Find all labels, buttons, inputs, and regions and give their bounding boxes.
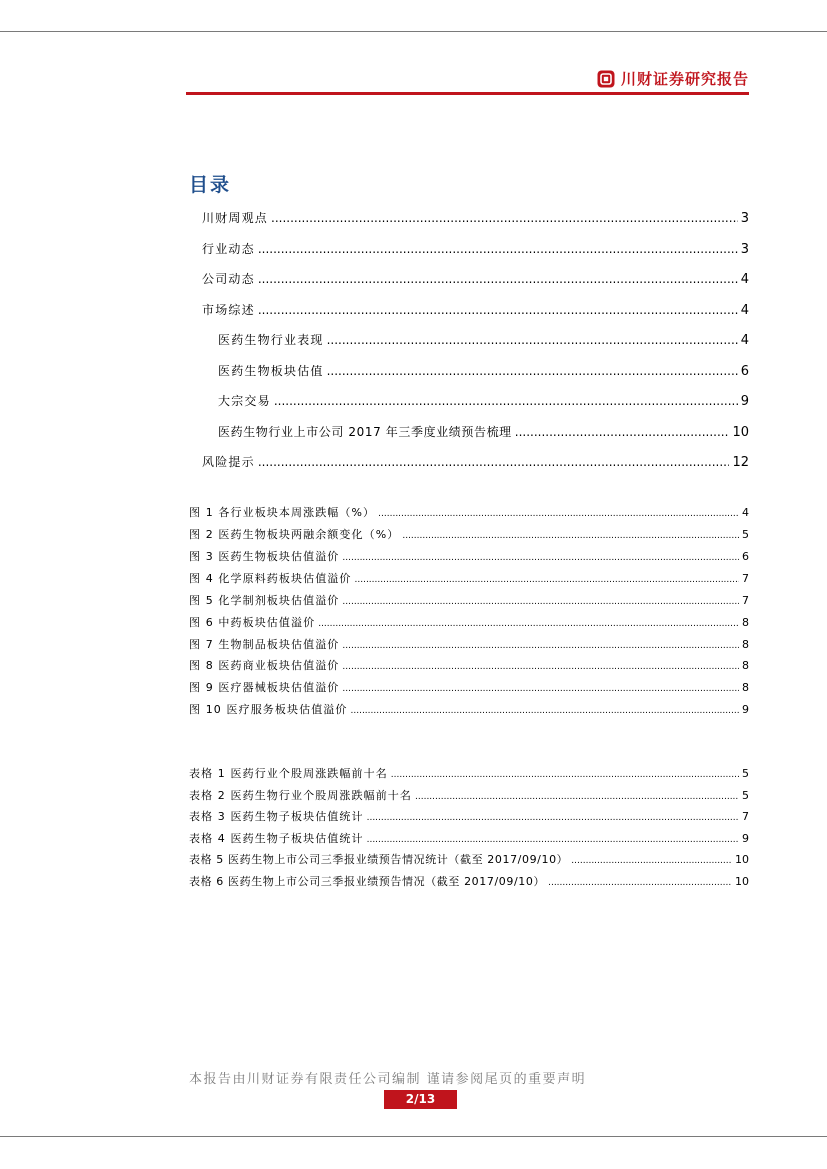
figure-entry-text: 图 8 医药商业板块估值溢价	[189, 659, 340, 672]
toc-entry-text: 川财周观点	[202, 211, 269, 225]
table-entry-text: 表格 4 医药生物子板块估值统计	[189, 832, 364, 845]
figure-entry-page: 6	[742, 550, 749, 563]
table-leader-dots	[548, 875, 732, 888]
figure-entry-text: 图 4 化学原料药板块估值溢价	[189, 572, 352, 585]
figure-entry-text: 图 1 各行业板块本周涨跌幅（%）	[189, 506, 376, 519]
figure-entry-text: 图 6 中药板块估值溢价	[189, 616, 316, 629]
figure-entry-page: 5	[742, 528, 749, 541]
toc-entry-page: 4	[740, 272, 749, 287]
toc-entry[interactable]	[202, 240, 749, 257]
figure-entry[interactable]	[189, 592, 749, 608]
figure-leader-dots	[318, 616, 739, 629]
toc-entry-text: 市场综述	[202, 303, 255, 317]
figure-entry-page: 9	[742, 703, 749, 716]
figure-entry-text: 图 3 医药生物板块估值溢价	[189, 550, 340, 563]
toc-entry-text: 医药生物板块估值	[218, 364, 324, 378]
footer-disclaimer: 本报告由川财证券有限责任公司编制 谨请参阅尾页的重要声明	[189, 1072, 587, 1087]
brand-name: 川财证券研究报告	[620, 70, 749, 88]
toc-entry-page: 3	[740, 211, 749, 226]
figure-leader-dots	[342, 681, 739, 694]
toc-leader-dots	[327, 333, 738, 347]
toc-entry-page: 10	[732, 425, 749, 440]
toc-entry-text: 风险提示	[202, 455, 255, 469]
table-entry[interactable]	[189, 787, 749, 803]
brand	[597, 68, 749, 89]
figure-leader-dots	[402, 528, 739, 541]
figure-entry-text: 图 2 医药生物板块两融余额变化（%）	[189, 528, 400, 541]
toc-leader-dots	[515, 425, 730, 439]
figure-entry-text: 图 9 医疗器械板块估值溢价	[189, 681, 340, 694]
bottom-edge-line	[0, 1136, 827, 1137]
toc-leader-dots	[258, 272, 738, 286]
table-entry[interactable]	[189, 765, 749, 781]
figure-leader-dots	[342, 638, 739, 651]
figure-entry[interactable]	[189, 636, 749, 652]
table-leader-dots	[571, 853, 732, 866]
figure-entry-page: 7	[742, 572, 749, 585]
toc-entry[interactable]	[218, 331, 749, 348]
toc-leader-dots	[271, 211, 738, 225]
figure-entry[interactable]	[189, 526, 749, 542]
toc-entry-page: 9	[740, 394, 749, 409]
toc-leader-dots	[274, 394, 738, 408]
table-entry-page: 5	[742, 789, 749, 802]
toc-entry[interactable]	[218, 392, 749, 409]
figure-entry[interactable]	[189, 570, 749, 586]
table-entry-text: 表格 1 医药行业个股周涨跌幅前十名	[189, 767, 388, 780]
top-edge-line	[0, 31, 827, 32]
figure-entry[interactable]	[189, 504, 749, 520]
figure-entry[interactable]	[189, 614, 749, 630]
figure-leader-dots	[355, 572, 740, 585]
figure-leader-dots	[342, 550, 739, 563]
table-entry-page: 10	[735, 853, 749, 866]
figure-entry[interactable]	[189, 679, 749, 695]
figure-entry[interactable]	[189, 657, 749, 673]
toc-entry-page: 4	[740, 303, 749, 318]
toc-entry-text: 公司动态	[202, 272, 255, 286]
table-leader-dots	[367, 832, 739, 845]
figure-entry[interactable]	[189, 701, 749, 717]
table-entry-page: 5	[742, 767, 749, 780]
toc-leader-dots	[327, 364, 738, 378]
figure-entry-page: 8	[742, 659, 749, 672]
toc-entry-page: 12	[732, 455, 749, 470]
report-header	[186, 68, 749, 96]
figure-entry-page: 7	[742, 594, 749, 607]
figure-leader-dots	[351, 703, 740, 716]
table-entry-page: 7	[742, 810, 749, 823]
toc-title: 目录	[189, 174, 232, 196]
table-entry-page: 9	[742, 832, 749, 845]
toc-entry-page: 6	[740, 364, 749, 379]
toc-entry[interactable]	[202, 301, 749, 318]
table-entry-text: 表格 2 医药生物行业个股周涨跌幅前十名	[189, 789, 412, 802]
figure-entry[interactable]	[189, 548, 749, 564]
toc-entry-text: 医药生物行业上市公司 2017 年三季度业绩预告梳理	[218, 425, 512, 439]
figure-leader-dots	[378, 506, 739, 519]
brand-logo-icon	[597, 70, 615, 88]
table-entry-page: 10	[735, 875, 749, 888]
figure-entry-page: 8	[742, 638, 749, 651]
toc-entry[interactable]	[218, 423, 749, 440]
table-entry[interactable]	[189, 851, 749, 867]
header-rule	[186, 92, 749, 95]
toc-entry-text: 医药生物行业表现	[218, 333, 324, 347]
table-entry-text: 表格 5 医药生物上市公司三季报业绩预告情况统计（截至 2017/09/10）	[189, 853, 569, 866]
table-leader-dots	[391, 767, 739, 780]
table-entry[interactable]	[189, 808, 749, 824]
figure-leader-dots	[342, 594, 739, 607]
table-entry[interactable]	[189, 873, 749, 889]
table-entry[interactable]	[189, 830, 749, 846]
figure-entry-page: 4	[742, 506, 749, 519]
toc-entry-text: 行业动态	[202, 242, 255, 256]
toc-entry[interactable]	[218, 362, 749, 379]
toc-entry[interactable]	[202, 453, 749, 470]
toc-leader-dots	[258, 455, 730, 469]
figure-leader-dots	[342, 659, 739, 672]
toc-leader-dots	[258, 303, 738, 317]
table-leader-dots	[415, 789, 739, 802]
page-number-badge: 2/13	[384, 1090, 457, 1109]
figure-entry-page: 8	[742, 616, 749, 629]
table-entry-text: 表格 3 医药生物子板块估值统计	[189, 810, 364, 823]
toc-entry-text: 大宗交易	[218, 394, 271, 408]
figure-entry-text: 图 5 化学制剂板块估值溢价	[189, 594, 340, 607]
figure-entry-page: 8	[742, 681, 749, 694]
toc-entry-page: 3	[740, 242, 749, 257]
toc-entry[interactable]	[202, 209, 749, 226]
toc-leader-dots	[258, 242, 738, 256]
table-leader-dots	[367, 810, 739, 823]
toc-entry-page: 4	[740, 333, 749, 348]
toc-entry[interactable]	[202, 270, 749, 287]
figure-entry-text: 图 7 生物制品板块估值溢价	[189, 638, 340, 651]
table-entry-text: 表格 6 医药生物上市公司三季报业绩预告情况（截至 2017/09/10）	[189, 875, 546, 888]
figure-entry-text: 图 10 医疗服务板块估值溢价	[189, 703, 348, 716]
